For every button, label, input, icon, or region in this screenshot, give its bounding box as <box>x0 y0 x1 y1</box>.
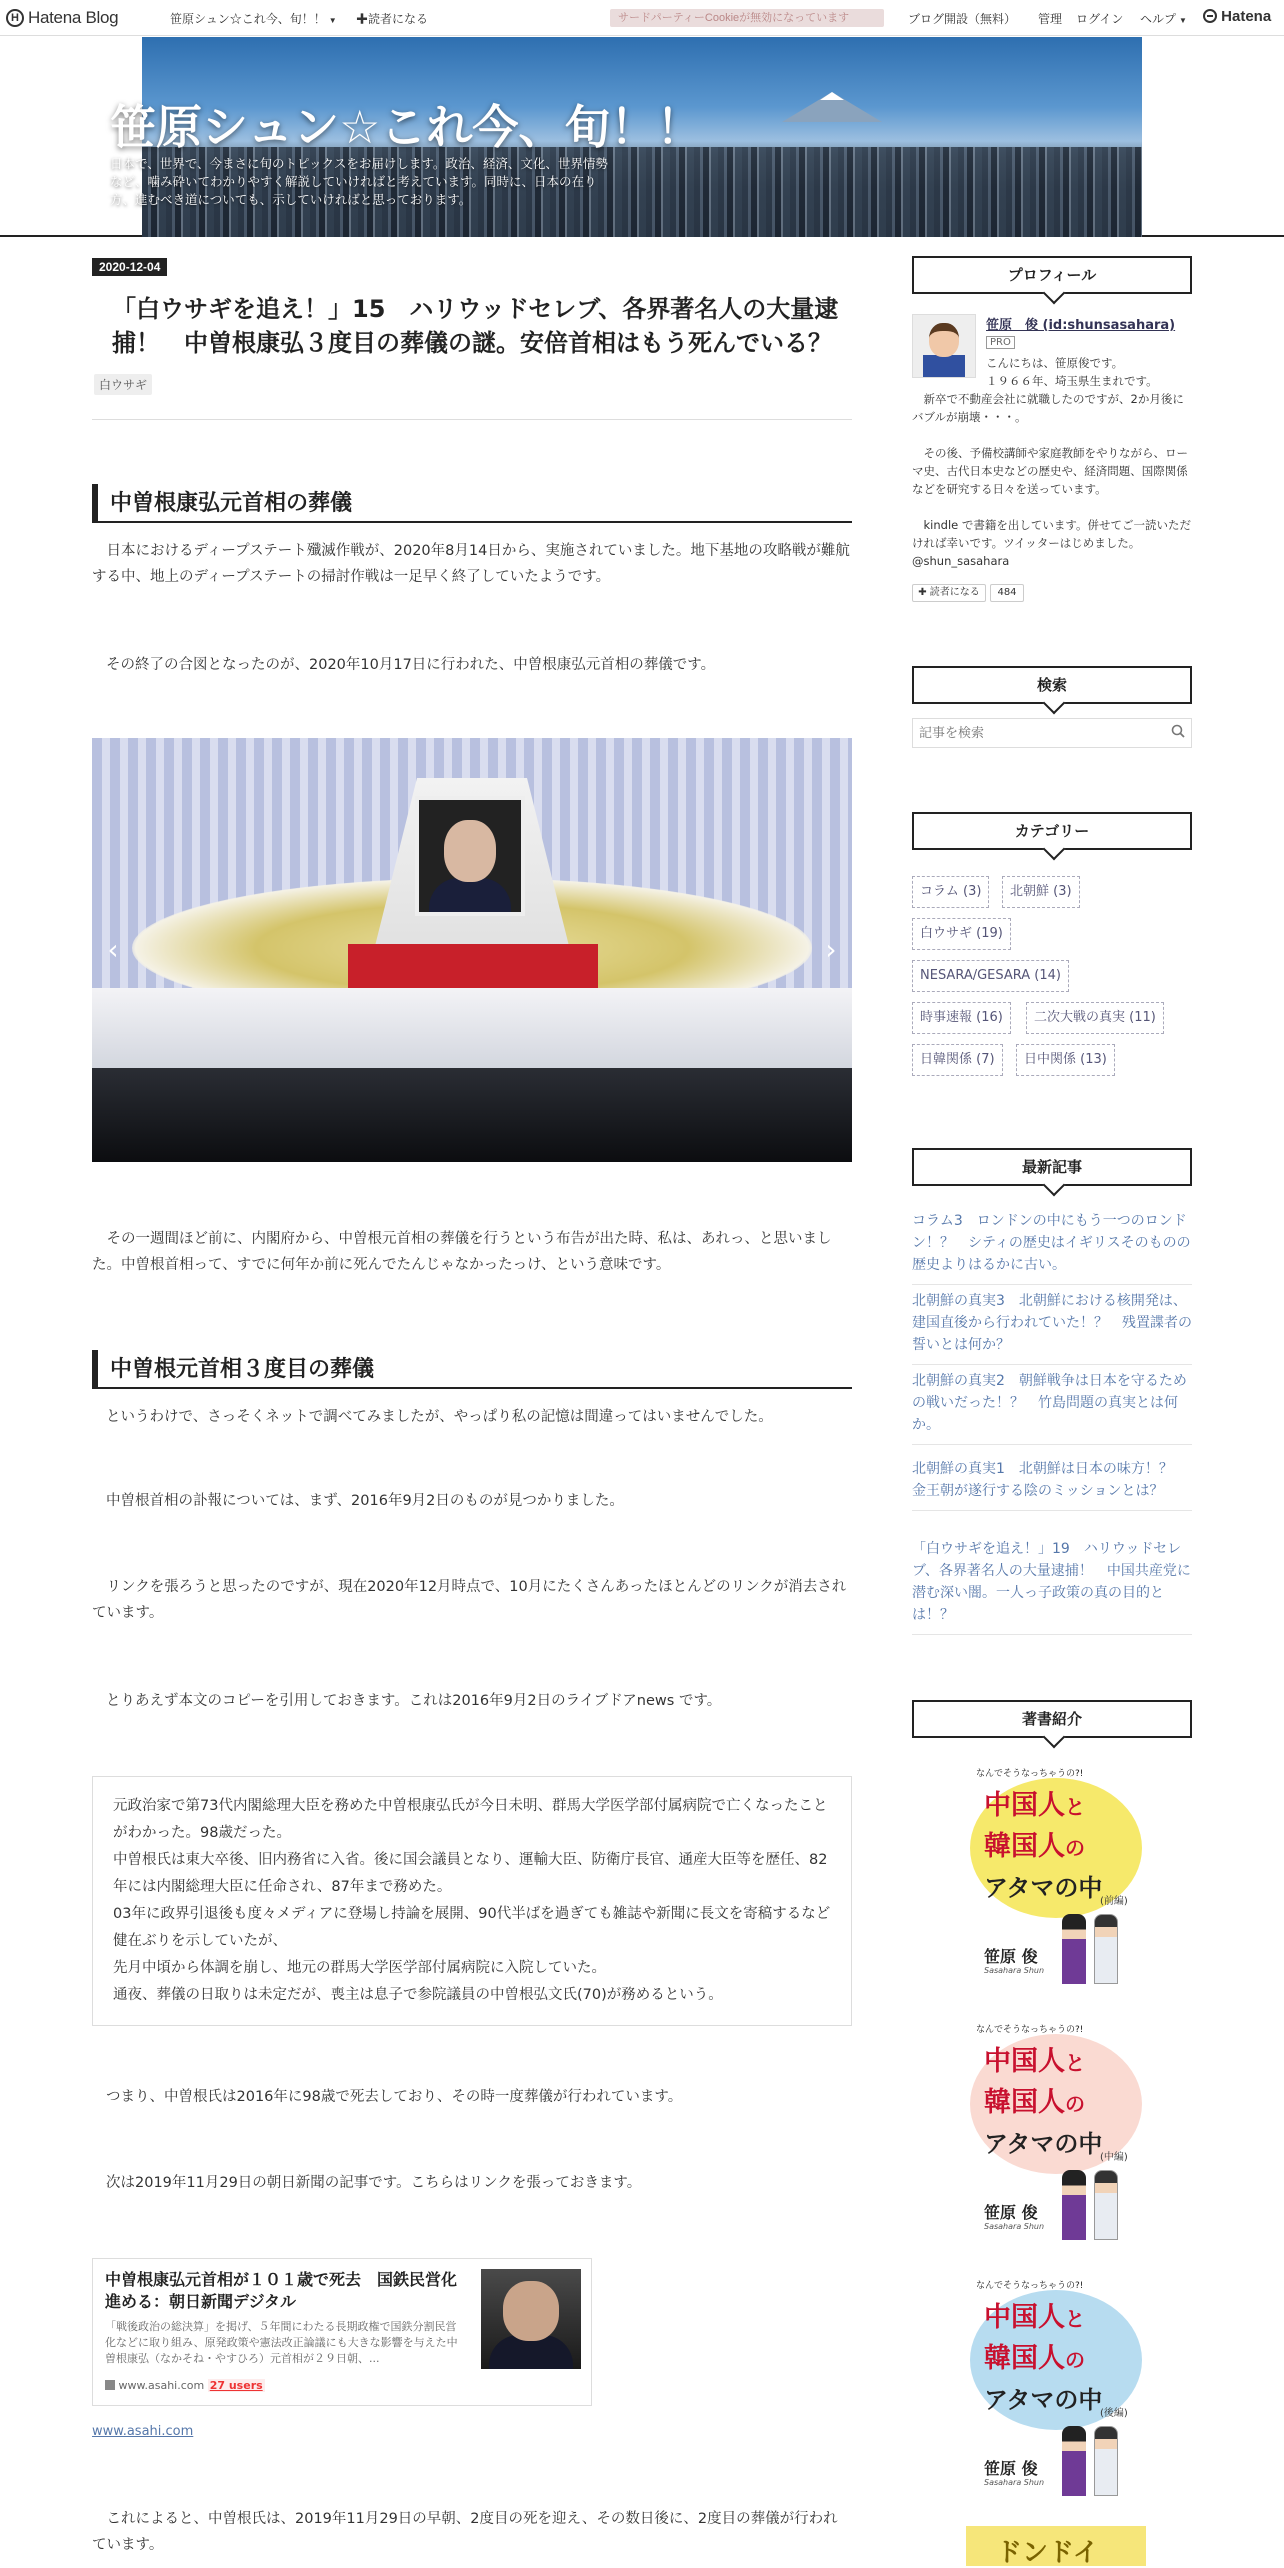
cookie-notice-text: サードパーティーCookieが無効になっています <box>618 12 850 24</box>
subscriber-count: 484 <box>990 584 1024 602</box>
entry-title[interactable]: 「白ウサギを追え！」15 ハリウッドセレブ、各界著名人の大量逮捕！ 中曽根康弘３度目の葬儀の謎。安倍首相はもう死んでいる？ <box>112 295 839 357</box>
blog-name-label: 笹原シュン☆これ今、旬！！ <box>170 12 326 26</box>
category-tag[interactable]: コラム (3) <box>912 876 989 908</box>
book-author: 笹原 俊 <box>984 2203 1038 2222</box>
category-tag[interactable]: 二次大戦の真実 (11) <box>1026 1002 1164 1034</box>
profile-module <box>912 256 1192 598</box>
hatena-mark-icon <box>1203 9 1217 23</box>
book-title-partial: ドンドイ <box>996 2538 1099 2566</box>
global-header-bar <box>0 0 1284 36</box>
book-author: 笹原 俊 <box>984 1947 1038 1966</box>
entry-date[interactable]: 2020-12-04 <box>92 258 167 276</box>
book-cover-2[interactable] <box>966 2020 1146 2250</box>
quote-line: 中曽根氏は東大卒後、旧内務省に入省。後に国会議員となり、運輸大臣、防衛庁長官、通産大臣等を歴任、82年には内閣総理大臣に任命され、87年まで務めた。 <box>113 1852 828 1895</box>
profile-line: こんにちは、笹原俊です。 <box>986 356 1124 370</box>
recent-posts-heading: 最新記事 <box>912 1148 1192 1186</box>
subscribe-link[interactable]: ✚読者になる <box>356 12 429 26</box>
link-card-domain: www.asahi.com <box>118 2379 205 2392</box>
category-tag[interactable]: NESARA/GESARA (14) <box>912 960 1069 992</box>
hatena-link[interactable] <box>1203 8 1271 25</box>
recent-post-link[interactable]: 北朝鮮の真実2 朝鮮戦争は日本を守るための戦いだった！？ 竹島問題の真実とは何か。 <box>912 1370 1192 1445</box>
book-kicker: なんでそうなっちゃうの?! <box>976 1769 1084 1779</box>
pro-badge: PRO <box>986 336 1015 349</box>
book-cover-3[interactable] <box>966 2276 1146 2506</box>
entry-category-tag[interactable]: 白ウサギ <box>94 374 152 395</box>
caret-down-icon: ▼ <box>1179 16 1187 25</box>
profile-name-link[interactable]: 笹原 俊 (id:shunsasahara) <box>986 318 1176 333</box>
book-figure <box>1062 1914 1086 1984</box>
book-title: 中国人と 韓国人の アタマの中 <box>984 2302 1103 2414</box>
book-kicker: なんでそうなっちゃうの?! <box>976 2025 1084 2035</box>
search-module <box>912 666 1192 704</box>
book-cover-4-partial[interactable] <box>966 2526 1146 2566</box>
admin-link[interactable]: 管理 <box>1038 12 1063 26</box>
profile-line <box>912 426 1192 444</box>
category-heading: カテゴリー <box>912 812 1192 850</box>
category-tag[interactable]: 北朝鮮 (3) <box>1002 876 1080 908</box>
book-title: 中国人と 韓国人の アタマの中 <box>984 1790 1103 1902</box>
category-module <box>912 812 1192 1067</box>
source-link[interactable]: www.asahi.com <box>92 2424 194 2439</box>
profile-description <box>912 354 1192 570</box>
blog-header <box>0 37 1284 237</box>
photo-stage <box>92 988 852 1078</box>
profile-line: kindle で書籍を出しています。併せてご一読いただければ幸いです。ツイッターはじめました。@shun_sasahara <box>912 518 1191 568</box>
caret-down-icon: ▼ <box>328 16 337 25</box>
link-card-thumbnail[interactable] <box>481 2269 581 2369</box>
search-box <box>912 718 1192 748</box>
book-figure <box>1062 2170 1086 2240</box>
bookmark-users-badge[interactable]: 27 users <box>209 2379 263 2392</box>
hatena-logo-icon: H <box>6 9 24 27</box>
book-cover-1[interactable] <box>966 1764 1146 1994</box>
paragraph-3: その一週間ほど前に、内閣府から、中曽根元首相の葬儀を行うという布告が出た時、私は、あれっ、と思いました。中曽根首相って、すでに何年か前に死んでたんじゃなかったっけ、という意味です。 <box>92 1231 832 1273</box>
search-input[interactable] <box>913 719 1153 747</box>
book-volume: (前編) <box>1100 1896 1128 1907</box>
book-author-roman: Sasahara Shun <box>984 1966 1045 1975</box>
link-card-title[interactable]: 中曽根康弘元首相が１０１歳で死去 国鉄民営化進める：朝日新聞デジタル <box>105 2270 458 2311</box>
quote-line: 通夜、葬儀の日取りは未定だが、喪主は息子で参院議員の中曽根弘文氏(70)が務めるという。 <box>113 1987 723 2003</box>
quote-line: 03年に政界引退後も度々メディアに登場し持論を展開、90代半ばを過ぎても雑誌や新聞に長文を寄稿するなど健在ぶりを示していたが、 <box>113 1906 831 1949</box>
link-card-description: 「戦後政治の総決算」を掲げ、５年間にわたる長期政権で国鉄分割民営化などに取り組み、原発政策や憲法改正論議にも大きな影響を与えた中曽根康弘（なかそね・やすひろ）元首相が２９日朝、... <box>105 2320 458 2365</box>
recent-post-link[interactable]: 北朝鮮の真実3 北朝鮮における核開発は、建国直後から行われていた！？ 残置諜者の誓いとは何か？ <box>912 1290 1192 1365</box>
search-icon[interactable] <box>1171 724 1185 738</box>
chevron-right-icon[interactable]: › <box>825 933 837 966</box>
section-heading-2: 中曽根元首相３度目の葬儀 <box>92 1350 852 1389</box>
book-kicker: なんでそうなっちゃうの?! <box>976 2281 1084 2291</box>
section-heading-1: 中曽根康弘元首相の葬儀 <box>92 484 852 523</box>
hatena-label: Hatena <box>1221 8 1272 25</box>
search-heading: 検索 <box>912 666 1192 704</box>
paragraph-4: というわけで、さっそくネットで調べてみましたが、やっぱり私の記憶は間違ってはいませんでした。 <box>106 1409 773 1425</box>
recent-posts-module <box>912 1148 1192 1623</box>
help-menu[interactable] <box>1140 10 1187 27</box>
photo-portrait <box>415 796 525 916</box>
subscribe-button[interactable]: ✚ 読者になる <box>912 584 986 602</box>
article <box>92 256 852 2553</box>
book-figure <box>1094 2170 1118 2240</box>
blog-name-dropdown[interactable] <box>170 10 337 27</box>
books-module <box>912 1700 1192 2566</box>
quote-line: 先月中頃から体調を崩し、地元の群馬大学医学部付属病院に入院していた。 <box>113 1960 606 1976</box>
favicon-icon <box>105 2380 115 2390</box>
chevron-left-icon[interactable]: ‹ <box>107 933 119 966</box>
profile-heading: プロフィール <box>912 256 1192 294</box>
category-tag[interactable]: 日韓関係 (7) <box>912 1044 1003 1076</box>
category-tag[interactable]: 白ウサギ (19) <box>912 918 1011 950</box>
open-blog-link[interactable]: ブログ開設（無料） <box>908 12 1017 26</box>
paragraph-1: 日本におけるディープステート殲滅作戦が、2020年8月14日から、実施されていました。地下基地の攻略戦が難航する中、地上のディープステートの掃討作戦は一足早く終了していたようです。 <box>92 543 850 585</box>
profile-line: １９６６年、埼玉県生まれです。 <box>986 374 1158 388</box>
book-figure <box>1062 2426 1086 2496</box>
funeral-photo <box>92 738 852 1162</box>
book-volume: (中編) <box>1100 2152 1128 2163</box>
login-link[interactable]: ログイン <box>1076 12 1124 26</box>
hatena-blog-wordmark: Hatena Blog <box>28 8 119 27</box>
link-card[interactable] <box>92 2258 592 2406</box>
category-tag[interactable]: 時事速報 (16) <box>912 1002 1011 1034</box>
profile-line: その後、予備校講師や家庭教師をやりながら、ローマ史、古代日本史などの歴史や、経済問題、国際関係などを研究する日々を送っています。 <box>912 446 1188 496</box>
paragraph-7: とりあえず本文のコピーを引用しておきます。これは2016年9月2日のライブドアnews です。 <box>106 1693 722 1709</box>
recent-post-link[interactable]: 「白ウサギを追え！」19 ハリウッドセレブ、各界著名人の大量逮捕！ 中国共産党に潜む深い闇。一人っ子政策の真の目的とは！？ <box>912 1538 1192 1635</box>
link-card-site <box>105 2379 265 2392</box>
profile-line <box>912 498 1192 516</box>
recent-post-link[interactable]: 北朝鮮の真実1 北朝鮮は日本の味方！？ 金王朝が遂行する陰のミッションとは？ <box>912 1458 1192 1511</box>
paragraph-2: その終了の合図となったのが、2020年10月17日に行われた、中曽根康弘元首相の葬儀です。 <box>106 657 716 673</box>
books-heading: 著書紹介 <box>912 1700 1192 1738</box>
quote-line: 元政治家で第73代内閣総理大臣を務めた中曽根康弘氏が今日未明、群馬大学医学部付属病院で亡くなったことがわかった。98歳だった。 <box>113 1798 828 1841</box>
title-divider <box>92 419 852 420</box>
paragraph-6: リンクを張ろうと思ったのですが、現在2020年12月時点で、10月にたくさんあったほとんどのリンクが消去されています。 <box>92 1579 847 1621</box>
paragraph-10: これによると、中曽根氏は、2019年11月29日の早朝、2度目の死を迎え、その数日後に、2度目の葬儀が行われています。 <box>92 2511 838 2553</box>
profile-line: 新卒で不動産会社に就職したのですが、2か月後にバブルが崩壊・・・。 <box>912 392 1184 424</box>
blog-title[interactable]: 笹原シュン☆これ今、旬！！ <box>110 100 703 154</box>
paragraph-5: 中曽根首相の訃報については、まず、2016年9月2日のものが見つかりました。 <box>106 1493 624 1509</box>
mount-fuji-graphic <box>782 92 882 122</box>
recent-post-link[interactable]: コラム3 ロンドンの中にもう一つのロンドン！？ シティの歴史はイギリスそのものの歴史よりはるかに古い。 <box>912 1210 1192 1285</box>
paragraph-8: つまり、中曽根氏は2016年に98歳で死去しており、その時一度葬儀が行われています。 <box>106 2089 683 2105</box>
book-title: 中国人と 韓国人の アタマの中 <box>984 2046 1103 2158</box>
hatena-blog-logo[interactable] <box>6 7 118 29</box>
cookie-notice[interactable] <box>610 9 884 27</box>
book-volume: (後編) <box>1100 2408 1128 2419</box>
blog-description: 日本で、世界で、今まさに旬のトピックスをお届けします。政治、経済、文化、世界情勢など、噛み砕いてわかりやすく解説していければと考えています。同時に、日本の在り方、進むべき道についても、示していければと思っております。 <box>110 156 608 207</box>
category-tag[interactable]: 日中関係 (13) <box>1016 1044 1115 1076</box>
help-label: ヘルプ <box>1140 12 1177 26</box>
book-figure <box>1094 2426 1118 2496</box>
blockquote <box>92 1776 852 2026</box>
paragraph-9: 次は2019年11月29日の朝日新聞の記事です。こちらはリンクを張っておきます。 <box>106 2175 642 2191</box>
book-figure <box>1094 1914 1118 1984</box>
photo-audience <box>92 1068 852 1162</box>
book-author: 笹原 俊 <box>984 2459 1038 2478</box>
book-author-roman: Sasahara Shun <box>984 2478 1045 2487</box>
book-author-roman: Sasahara Shun <box>984 2222 1045 2231</box>
